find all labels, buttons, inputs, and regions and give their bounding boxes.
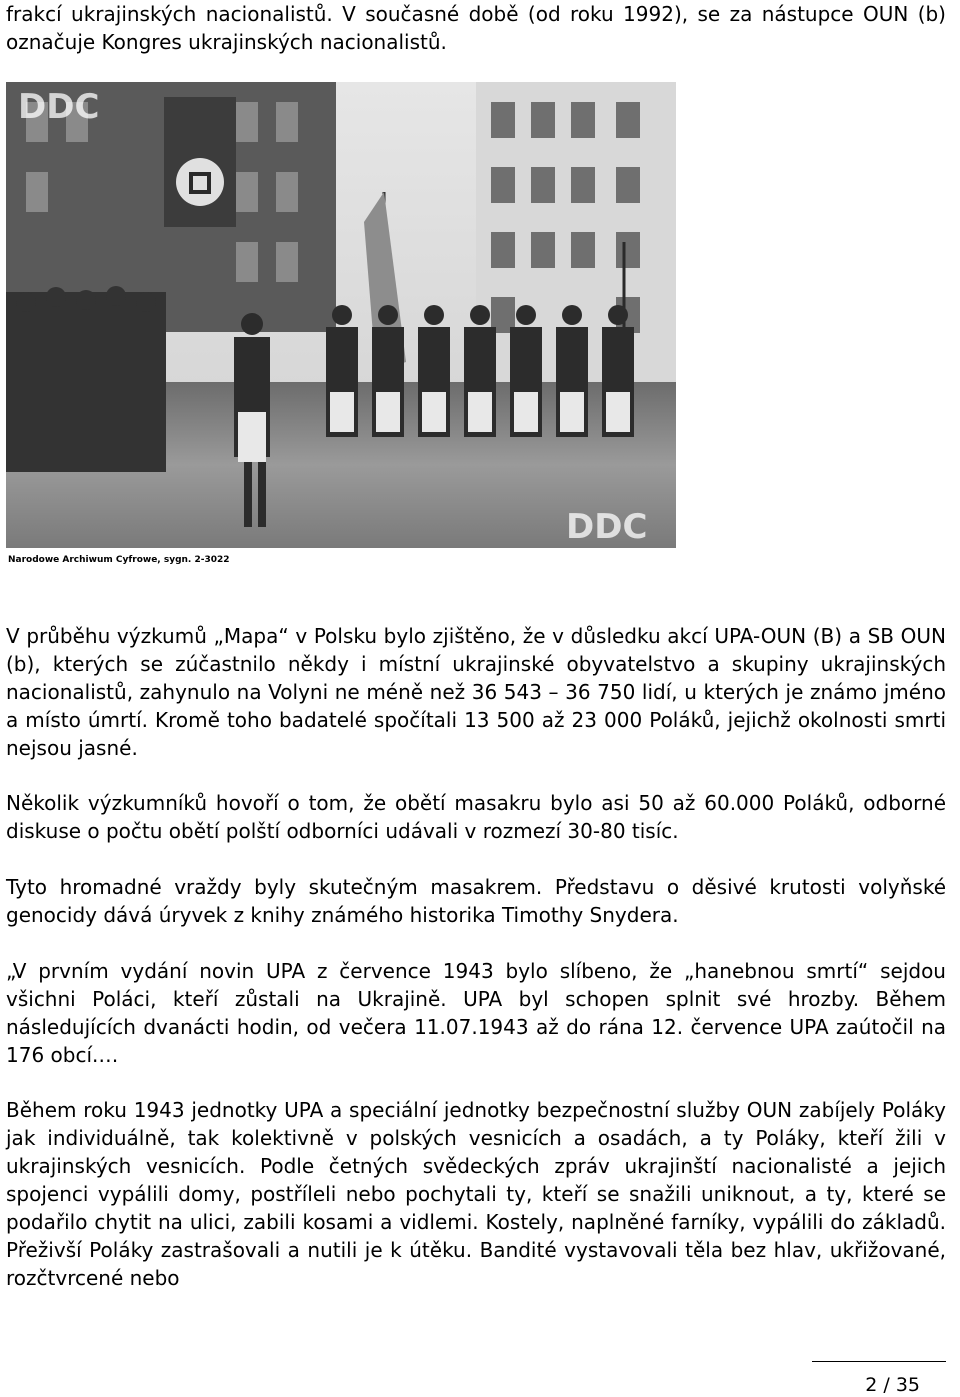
intro-paragraph: frakcí ukrajinských nacionalistů. V současné době (od roku 1992), se za nástupce OUN (b) označuje Kongres ukrajinských nacionalistů. bbox=[6, 2, 946, 54]
historical-photo bbox=[6, 82, 676, 568]
paragraph-research-results: V průběhu výzkumů „Mapa“ v Polsku bylo zjištěno, že v důsledku akcí UPA-OUN (B) a SB OUN (b), kterých se zúčastnilo někdy i místní ukrajinské obyvatelstvo a skupiny ukrajinských nacionalistů, zahynulo na Volyni ne méně než 36 543 – 36 750 lidí, u kterých je známo jméno a místo úmrtí. Kromě toho badatelé spočítali 13 500 až 23 000 Poláků, jejichž okolnosti smrti nejsou jasné. bbox=[6, 624, 946, 760]
footer-rule bbox=[812, 1361, 946, 1362]
page-number: 2 / 35 bbox=[865, 1374, 920, 1396]
paragraph-massacre: Tyto hromadné vraždy byly skutečným masakrem. Představu o děsivé krutosti volyňské genocidy dává úryvek z knihy známého historika Timothy Snydera. bbox=[6, 875, 946, 927]
parade-photo-graphic bbox=[6, 82, 676, 568]
paragraph-1943-killings: Během roku 1943 jednotky UPA a speciální jednotky bezpečnostní služby OUN zabíjely Poláky jak individuálně, tak kolektivně v polských vesnicích a osadách, a ty Poláky, kteří žili v ukrajinských vesnicích. Podle četných svědeckých zpráv ukrajinští nacionalisté a jejich spojenci vypálili domy, postříleli nebo pochytali ty, kteří se snažili uniknout, a ty, které se podařilo chytit na ulici, zabili kosami a vidlemi. Kostely, naplněné farníky, vypálili do základů. Přeživší Poláky zastrašovali a nutili je k útěku. Bandité vystavovali těla bez hlav, ukřižované, rozčtvrcené nebo bbox=[6, 1098, 946, 1290]
paragraph-victim-estimates: Několik výzkumníků hovoří o tom, že obětí masakru bylo asi 50 až 60.000 Poláků, odborné diskuse o počtu obětí polští odborníci udávali v rozmezí 30-80 tisíc. bbox=[6, 791, 946, 843]
photo-caption: Narodowe Archiwum Cyfrowe, sygn. 2-3022 bbox=[8, 555, 230, 565]
watermark-bottom: DDC bbox=[566, 507, 648, 547]
paragraph-snyder-quote: „V prvním vydání novin UPA z července 1943 bylo slíbeno, že „hanebnou smrtí“ sejdou všichni Poláci, kteří zůstali na Ukrajině. UPA byl schopen splnit své hrozby. Během následujících dvanácti hodin, od večera 11.07.1943 až do rána 12. července UPA zaútočil na 176 obcí.… bbox=[6, 959, 946, 1067]
watermark-top: DDC bbox=[18, 87, 100, 127]
